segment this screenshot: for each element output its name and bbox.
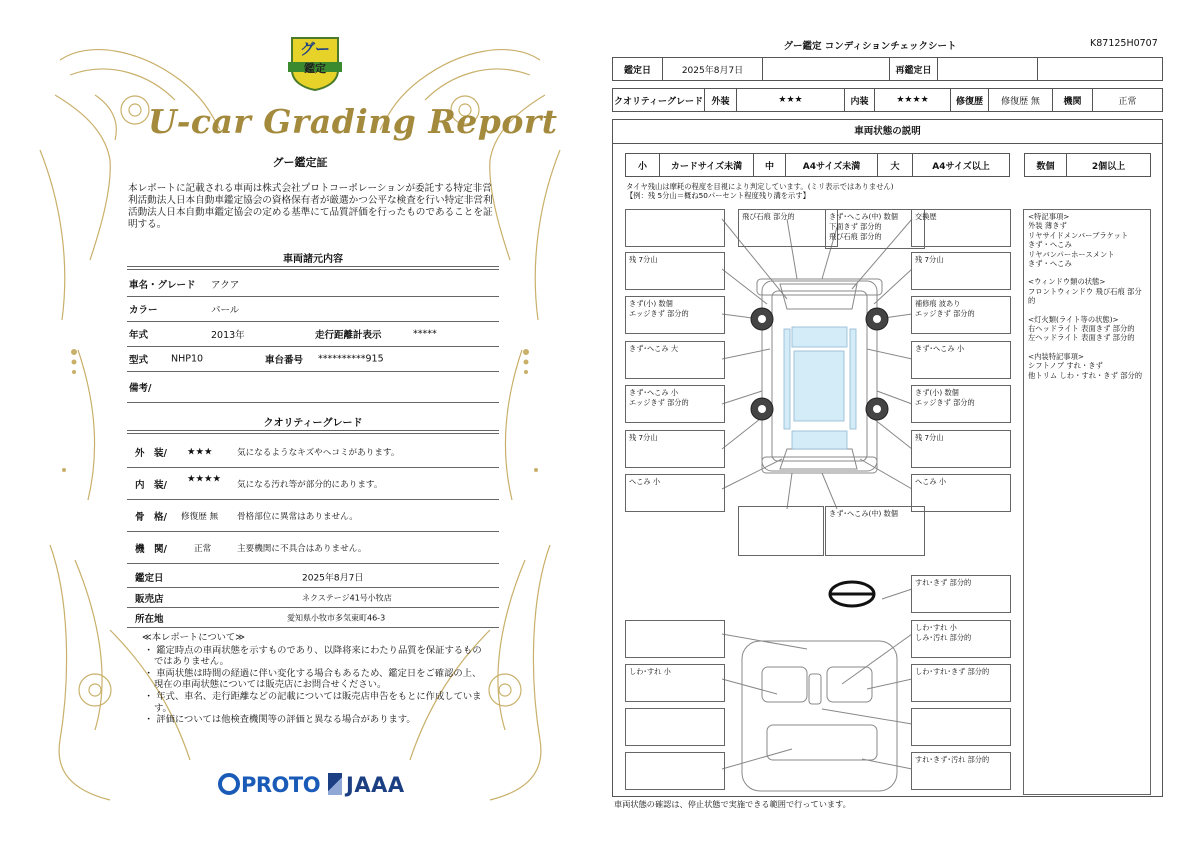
note-item: ・ 鑑定時点の車両状態を示すものであり、以降将来にわたり品質を保証するものではありません。: [144, 644, 482, 668]
grade-engine-desc: 主要機関に不具合はありません。: [237, 543, 367, 554]
report-notes: [140, 632, 490, 726]
year-value: 2013年: [211, 330, 245, 341]
grade-exterior-value: ★★★: [187, 446, 213, 457]
row-address: [127, 608, 499, 628]
spec-row-remarks: [127, 372, 499, 403]
damage-box: 補修痕 波あり エッジきず 部分的: [911, 296, 1011, 334]
address-value: 愛知県小牧市多気東町46-3: [287, 613, 386, 622]
note-line: 左ヘッドライト 表面きず 部分的: [1028, 333, 1135, 343]
grade-frame-desc: 骨格部位に異常はありません。: [237, 511, 358, 522]
interior-damage-box: [911, 708, 1011, 746]
spec-row-model: [127, 347, 499, 372]
legend-count: 数個: [1025, 154, 1067, 176]
note-line: きず・へこみ: [1028, 259, 1072, 269]
legend-medium: 中: [754, 154, 786, 176]
damage-box: へこみ 小: [625, 474, 725, 512]
legend-medium-desc: A4サイズ未満: [786, 154, 878, 176]
badge-bottom-text: 鑑定: [304, 62, 326, 75]
dealer-label: 販売店: [135, 593, 164, 605]
grade-interior-label: 内 装/: [135, 479, 167, 491]
damage-box: 残 7分山: [911, 252, 1011, 290]
tire-note-line-1: タイヤ残山は摩耗の程度を目視により判定しています。(ミリ表示ではありません): [626, 182, 894, 191]
damage-box: 残 7分山: [625, 430, 725, 468]
note-item: ・ 評価については他検査機関等の評価と異なる場合があります。: [144, 714, 416, 726]
date-label: 鑑定日: [613, 58, 663, 80]
appraisal-date-value: 2025年8月7日: [302, 573, 364, 583]
legend-small-desc: カードサイズ未満: [660, 154, 754, 176]
interior-damage-box: しわ･すれ 小 しみ･汚れ 部分的: [911, 620, 1011, 658]
note-line: <灯火類(ライト等の状態)>: [1028, 314, 1119, 324]
row-appraisal-date: [127, 566, 499, 588]
interior-damage-box: [625, 752, 725, 790]
note-line: <特記事項>: [1028, 212, 1070, 221]
repair-value: 修復歴 無: [989, 89, 1053, 111]
note-line: 他トリム しわ・すれ・きず 部分的: [1028, 370, 1143, 380]
damage-box: きず･へこみ 小 エッジきず 部分的: [625, 385, 725, 423]
chassis-label: 車台番号: [265, 355, 304, 366]
model-value: NHP10: [171, 353, 204, 365]
sheet-code: K87125H0707: [1090, 38, 1158, 49]
damage-box: 残 7分山: [625, 252, 725, 290]
interior-damage-box: すれ･きず･汚れ 部分的: [911, 752, 1011, 790]
jaaa-mark-icon: [328, 773, 342, 795]
damage-box: きず･へこみ(中) 数個 下面きず 部分的 飛び石痕 部分的: [825, 209, 925, 249]
grade-row-engine: [127, 532, 499, 564]
color-label: カラー: [129, 305, 158, 316]
note-line: フロントウィンドウ 飛び石痕 部分的: [1028, 286, 1142, 306]
spec-row-name: [127, 272, 499, 297]
special-notes: [1023, 209, 1151, 795]
remarks-label: 備考/: [129, 383, 152, 394]
note-gap: [1028, 268, 1146, 277]
redate-blank: [1038, 58, 1162, 80]
grade-row-exterior: [127, 436, 499, 468]
spec-row-color: [127, 297, 499, 322]
name-value: アクア: [211, 280, 240, 291]
interior-damage-box: しわ･すれ･きず 部分的: [911, 664, 1011, 702]
grade-row-interior: [127, 468, 499, 500]
mileage-value: *****: [413, 328, 437, 340]
quality-heading: クオリティーグレード: [263, 418, 363, 429]
note-line: 外装 薄きず: [1028, 221, 1067, 231]
damage-box: きず(小) 数個 エッジきず 部分的: [625, 296, 725, 334]
damage-box: 飛び石痕 部分的: [738, 209, 838, 247]
exterior-label: 外装: [705, 89, 737, 111]
dealer-value: ネクステージ41号小牧店: [302, 593, 392, 602]
legend-large: 大: [878, 154, 913, 176]
note-line: リヤバンパーホースメント: [1028, 249, 1115, 259]
interior-label: 内装: [845, 89, 875, 111]
badge-top-text: グー: [299, 40, 330, 58]
proto-logo: [218, 773, 320, 797]
note-item: ・ 車両状態は時間の経過に伴い変化する場合もあるため、鑑定日をご確認の上、現在の車両状態については販売店にお問合せください。: [144, 667, 482, 691]
row-dealer: [127, 588, 499, 608]
jaaa-logo-text: JAAA: [346, 773, 405, 797]
date-value: 2025年8月7日: [663, 58, 763, 80]
name-label: 車名・グレード: [129, 280, 196, 291]
note-line: <内装特記事項>: [1028, 351, 1085, 361]
grade-engine-label: 機 関/: [135, 543, 167, 555]
engine-value: 正常: [1118, 96, 1137, 107]
sheet-title: グー鑑定 コンディションチェックシート: [783, 41, 957, 52]
date-blank: [763, 58, 890, 80]
legend-count-desc: 2個以上: [1091, 161, 1126, 172]
mileage-label: 走行距離計表示: [315, 330, 382, 341]
repair-label: 修復歴: [951, 89, 989, 111]
tire-note-line-2: 【例：残 5分山＝概ね50パーセント程度残り溝を示す】: [626, 191, 810, 200]
damage-box: [738, 506, 824, 556]
model-label: 型式: [129, 355, 149, 366]
tire-note: [626, 182, 894, 200]
sheet-footer-note: 車両状態の確認は、停止状態で実施できる範囲で行っています。: [614, 799, 851, 809]
redate-value: [938, 58, 1038, 80]
spec-heading: 車両諸元内容: [283, 254, 343, 265]
quality-label: クオリティーグレード: [613, 89, 705, 111]
damage-box: へこみ 小: [911, 474, 1011, 512]
spec-divider: [127, 266, 499, 270]
note-gap: [1028, 343, 1146, 352]
damage-box: きず･へこみ 小: [911, 341, 1011, 379]
note-line: シフトノブ すれ・きず: [1028, 361, 1103, 371]
damage-box: きず(小) 数個 エッジきず 部分的: [911, 385, 1011, 423]
note-line: 右ヘッドライト 表面きず 部分的: [1028, 324, 1135, 334]
interior-damage-box: すれ･きず 部分的: [911, 575, 1011, 613]
redate-label: 再鑑定日: [890, 58, 938, 80]
interior-damage-box: しわ･すれ 小: [625, 664, 725, 702]
notes-heading: ≪本レポートについて≫: [142, 632, 245, 643]
grade-exterior-desc: 気になるようなキズやヘコミがあります。: [237, 447, 400, 458]
date-row: [612, 57, 1163, 81]
note-item: ・ 年式、車名、走行距離などの記載については販売店申告をもとに作成しています。: [144, 690, 482, 714]
count-legend: [1024, 153, 1151, 177]
year-label: 年式: [129, 330, 149, 341]
chassis-value: **********915: [318, 353, 384, 365]
damage-box: 残 7分山: [911, 430, 1011, 468]
grade-row-frame: [127, 500, 499, 532]
damage-box: [625, 209, 725, 247]
damage-box: きず･へこみ 大: [625, 341, 725, 379]
interior-damage-box: [625, 620, 725, 658]
damage-box: 交換歴: [911, 209, 1011, 247]
proto-mark-icon: [218, 773, 240, 795]
size-legend: [625, 153, 1010, 177]
engine-label: 機関: [1053, 89, 1093, 111]
jaaa-logo: [328, 773, 405, 797]
spec-row-year: [127, 322, 499, 347]
legend-large-desc: A4サイズ以上: [932, 161, 990, 172]
grade-interior-desc: 気になる汚れ等が部分的にあります。: [237, 479, 383, 490]
grade-engine-value: 正常: [194, 543, 212, 554]
appraisal-date-label: 鑑定日: [135, 572, 164, 584]
legend-small: 小: [626, 154, 660, 176]
interior-damage-box: [625, 708, 725, 746]
address-label: 所在地: [135, 613, 164, 625]
proto-logo-text: PROTO: [241, 773, 321, 797]
grade-interior-value: ★★★★: [187, 473, 222, 485]
grade-frame-value: 修復歴 無: [181, 511, 219, 522]
interior-value: ★★★★: [875, 89, 951, 111]
exterior-value: ★★★: [737, 89, 845, 111]
condition-check-sheet: [600, 0, 1200, 848]
note-line: きず・へこみ: [1028, 240, 1072, 250]
note-line: <ウィンドウ類の状態>: [1028, 277, 1106, 287]
note-line: リヤサイドメンバーブラケット: [1028, 230, 1129, 240]
certificate-heading: グー鑑定証: [272, 156, 328, 169]
grade-frame-label: 骨 格/: [135, 511, 167, 523]
quality-row: [612, 88, 1163, 112]
damage-box: きず･へこみ(中) 数個: [825, 506, 925, 556]
panel-title: 車両状態の説明: [613, 120, 1162, 144]
certificate-statement: 本レポートに記載される車両は株式会社プロトコーポレーションが委託する特定非営利活動法人日本自動車鑑定協会の資格保有者が厳選かつ公平な検査を行い特定非営利活動法人日本自動車鑑定協会の定める基準にて品質評価を行ったものであることを証明する。: [128, 183, 493, 230]
color-value: パール: [211, 305, 240, 316]
grade-exterior-label: 外 装/: [135, 447, 167, 459]
quality-divider: [127, 430, 499, 434]
note-gap: [1028, 306, 1146, 315]
report-title: U-car Grading Report: [148, 102, 558, 141]
